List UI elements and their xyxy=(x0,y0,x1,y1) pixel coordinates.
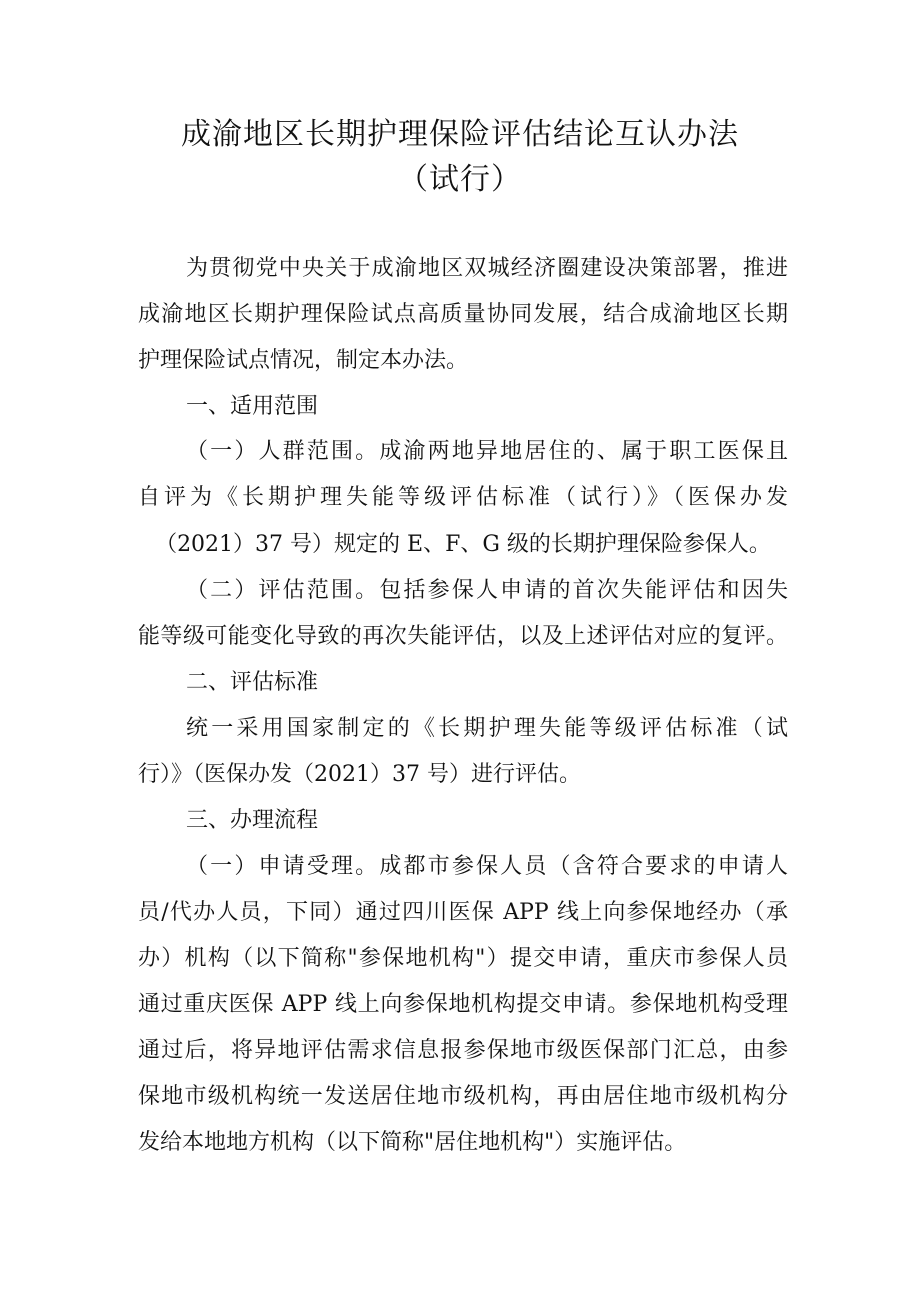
paragraph-population-line-3: （2021）37 号）规定的 E、F、G 级的长期护理保险参保人。 xyxy=(155,532,771,557)
paragraph-population-line-2: 自评为《长期护理失能等级评估标准（试行）》（医保办发 xyxy=(138,485,788,510)
document-title: 成渝地区长期护理保险评估结论互认办法 xyxy=(181,117,739,152)
section-heading-scope: 一、适用范围 xyxy=(186,394,319,419)
section-heading-standard: 二、评估标准 xyxy=(186,670,319,695)
paragraph-population-line-1: （一）人群范围。成渝两地异地居住的、属于职工医保且 xyxy=(186,439,788,464)
paragraph-intro-line-2: 成渝地区长期护理保险试点高质量协同发展，结合成渝地区长期 xyxy=(138,302,788,327)
section-heading-procedure: 三、办理流程 xyxy=(186,808,319,833)
paragraph-application-line-1: （一）申请受理。成都市参保人员（含符合要求的申请人 xyxy=(186,854,788,879)
paragraph-assessment-scope-line-1: （二）评估范围。包括参保人申请的首次失能评估和因失 xyxy=(186,578,788,603)
paragraph-application-line-3: 办）机构（以下简称"参保地机构"）提交申请，重庆市参保人员 xyxy=(138,946,788,971)
paragraph-application-line-2: 员/代办人员，下同）通过四川医保 APP 线上向参保地经办（承 xyxy=(138,900,788,925)
paragraph-application-line-5: 通过后，将异地评估需求信息报参保地市级医保部门汇总，由参 xyxy=(138,1038,788,1063)
paragraph-intro-line-3: 护理保险试点情况，制定本办法。 xyxy=(138,348,469,373)
paragraph-application-line-4: 通过重庆医保 APP 线上向参保地机构提交申请。参保地机构受理 xyxy=(138,992,788,1017)
paragraph-intro-line-1: 为贯彻党中央关于成渝地区双城经济圈建设决策部署，推进 xyxy=(186,256,788,281)
paragraph-assessment-scope-line-2: 能等级可能变化导致的再次失能评估，以及上述评估对应的复评。 xyxy=(138,624,788,649)
paragraph-application-line-6: 保地市级机构统一发送居住地市级机构，再由居住地市级机构分 xyxy=(138,1084,788,1109)
paragraph-application-line-7: 发给本地地方机构（以下简称"居住地机构"）实施评估。 xyxy=(138,1130,687,1155)
paragraph-standard-line-2: 行）》（医保办发（2021）37 号）进行评估。 xyxy=(138,762,581,787)
paragraph-standard-line-1: 统一采用国家制定的《长期护理失能等级评估标准（试 xyxy=(186,716,788,741)
document-subtitle: （试行） xyxy=(398,162,522,197)
